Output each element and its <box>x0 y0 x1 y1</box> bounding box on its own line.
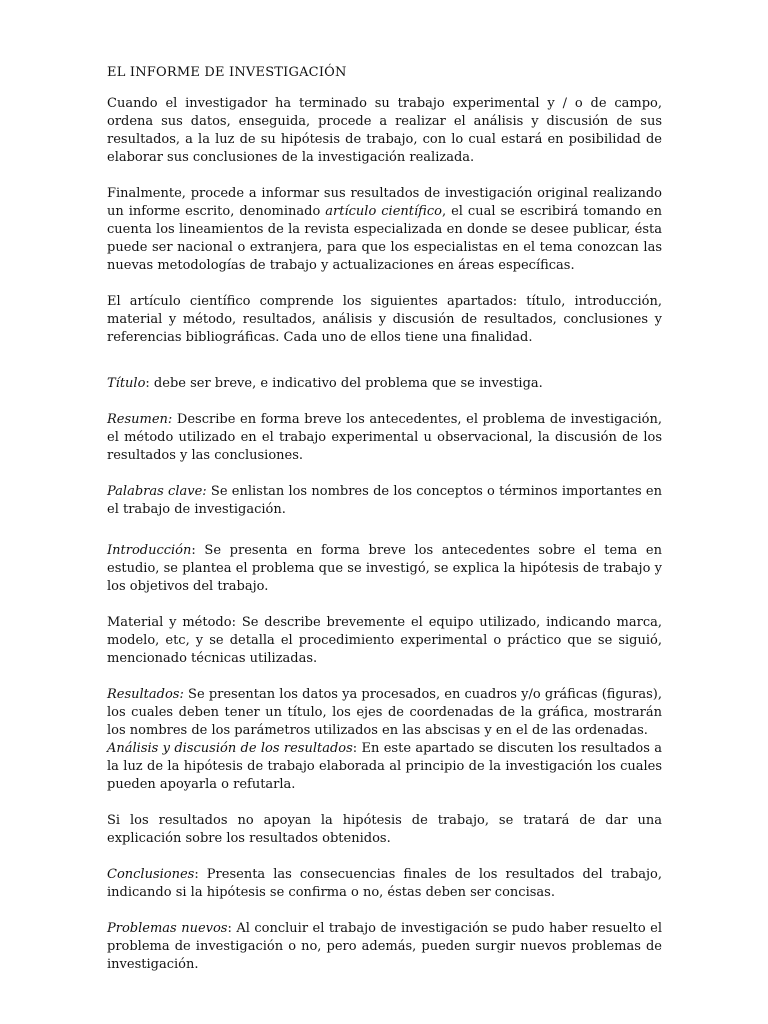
text-resumen: Describe en forma breve los antecedentes, el problema de investigación, el método utilizado en el trabajo experimental u observacional, la discusión de los resultados y las conclusiones. <box>107 412 662 463</box>
term-titulo: Título <box>107 376 146 391</box>
paragraph-apartados: El artículo científico comprende los siguientes apartados: título, introducción, material y método, resultados, análisis y discusión de resultados, conclusiones y referencias bibliográficas. Cada uno de ellos tiene una finalidad. <box>107 294 662 345</box>
text-conclusiones: : Presenta las consecuencias finales de los resultados del trabajo, indicando si la hipótesis se confirma o no, éstas deben ser concisas. <box>107 867 662 900</box>
text-titulo: : debe ser breve, e indicativo del problema que se investiga. <box>145 376 543 391</box>
section-resumen <box>107 411 662 465</box>
document-title: EL INFORME DE INVESTIGACIÓN <box>107 65 347 80</box>
section-conclusiones <box>107 866 662 902</box>
document-body <box>107 64 662 992</box>
term-introduccion: Introducción <box>107 543 192 558</box>
text-palabras-clave: Se enlistan los nombres de los conceptos o términos importantes en el trabajo de investigación. <box>107 484 662 517</box>
section-problemas-nuevos <box>107 920 662 974</box>
text-problemas-nuevos: : Al concluir el trabajo de investigación se pudo haber resuelto el problema de investigación o no, pero además, pueden surgir nuevos problemas de investigación. <box>107 921 663 972</box>
term-articulo-cientifico: artículo científico <box>325 204 442 219</box>
section-introduccion <box>107 542 662 596</box>
term-conclusiones: Conclusiones <box>107 867 195 882</box>
paragraph-intro: Cuando el investigador ha terminado su trabajo experimental y / o de campo, ordena sus datos, enseguida, procede a realizar el análisis y discusión de sus resultados, a la luz de su hipótesis de trabajo, con lo cual estará en posibilidad de elaborar sus conclusiones de la investigación realizada. <box>107 96 662 165</box>
text-analisis: : En este apartado se discuten los resultados a la luz de la hipótesis de trabajo elaborada al principio de la investigación los cuales pueden apoyarla o refutarla. <box>107 741 662 792</box>
section-titulo <box>107 375 662 393</box>
text-introduccion: : Se presenta en forma breve los antecedentes sobre el tema en estudio, se plantea el problema que se investigó, se explica la hipótesis de trabajo y los objetivos del trabajo. <box>107 543 662 594</box>
section-resultados <box>107 686 662 740</box>
term-analisis: Análisis y discusión de los resultados <box>107 741 353 756</box>
section-analisis <box>107 740 662 794</box>
section-palabras-clave <box>107 483 662 519</box>
paragraph-informe <box>107 185 662 275</box>
paragraph-informe-part-a: Finalmente, procede a informar sus resultados de investigación original realizando un informe escrito, denominado <box>107 186 662 219</box>
term-resumen: Resumen: <box>107 412 173 427</box>
term-palabras-clave: Palabras clave: <box>107 484 207 499</box>
term-resultados: Resultados: <box>107 687 184 702</box>
term-problemas-nuevos: Problemas nuevos <box>107 921 228 936</box>
section-si-no-apoyan: Si los resultados no apoyan la hipótesis de trabajo, se tratará de dar una explicación sobre los resultados obtenidos. <box>107 813 662 846</box>
paragraph-informe-part-b: , el cual se escribirá tomando en cuenta los lineamientos de la revista especializada en donde se desee publicar, ésta puede ser nacional o extranjera, para que los especialistas en el tema conozcan las nuevas metodologías de trabajo y actualizaciones en áreas específicas. <box>107 204 662 273</box>
section-material-metodo: Material y método: Se describe brevemente el equipo utilizado, indicando marca, modelo, etc, y se detalla el procedimiento experimental o práctico que se siguió, mencionado técnicas utilizadas. <box>107 615 662 666</box>
text-resultados: Se presentan los datos ya procesados, en cuadros y/o gráficas (figuras), los cuales deben tener un título, los ejes de coordenadas de la gráfica, mostrarán los nombres de los parámetros utilizados en las abscisas y en el de las ordenadas. <box>107 687 662 738</box>
